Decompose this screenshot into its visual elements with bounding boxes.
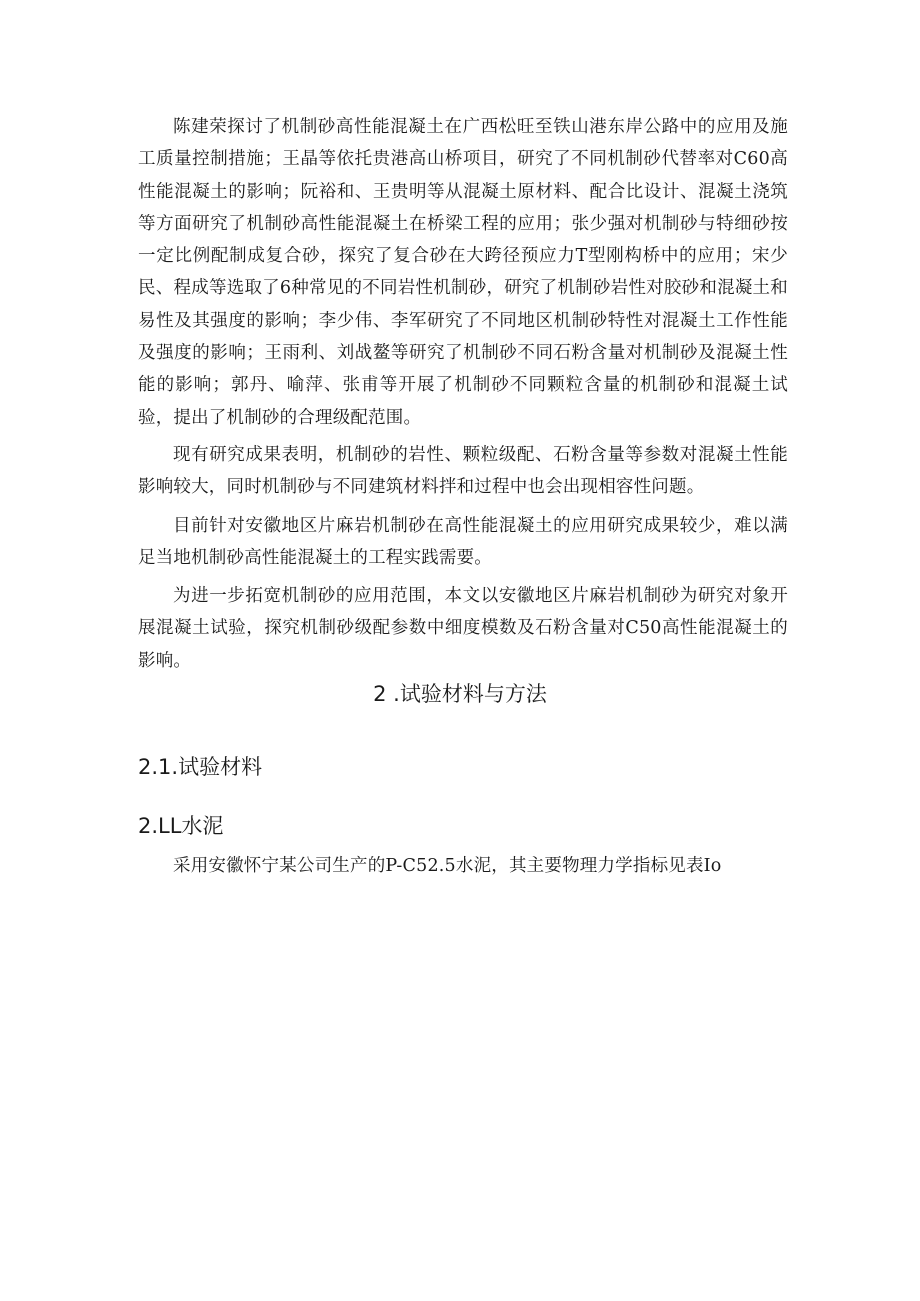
- subsubsection-heading: 2.LL水泥: [138, 814, 224, 838]
- body-text: [138, 111, 788, 677]
- section-heading: 2 .试验材料与方法: [373, 682, 547, 706]
- paragraph-literature-review: 陈建荣探讨了机制砂高性能混凝土在广西松旺至铁山港东岸公路中的应用及施工质量控制措施；王晶等依托贵港高山桥项目，研究了不同机制砂代替率对C60高性能混凝土的影响；阮裕和、王贵明等从混凝土原材料、配合比设计、混凝土浇筑等方面研究了机制砂高性能混凝土在桥梁工程的应用；张少强对机制砂与特细砂按一定比例配制成复合砂，探究了复合砂在大跨径预应力T型刚构桥中的应用；宋少民、程成等选取了6种常见的不同岩性机制砂，研究了机制砂岩性对胶砂和混凝土和易性及其强度的影响；李少伟、李军研究了不同地区机制砂特性对混凝土工作性能及强度的影响；王雨利、刘战鳌等研究了机制砂不同石粉含量对机制砂及混凝土性能的影响；郭丹、喻萍、张甫等开展了机制砂不同颗粒含量的机制砂和混凝土试验，提出了机制砂的合理级配范围。: [138, 117, 788, 428]
- paragraph-cement: 采用安徽怀宁某公司生产的P-C52.5水泥，其主要物理力学指标见表Io: [173, 856, 722, 876]
- paragraph-research-findings: 现有研究成果表明，机制砂的岩性、颗粒级配、石粉含量等参数对混凝土性能影响较大，同时机制砂与不同建筑材料拌和过程中也会出现相容性问题。: [138, 444, 788, 498]
- paragraph-research-gap: 目前针对安徽地区片麻岩机制砂在高性能混凝土的应用研究成果较少，难以满足当地机制砂高性能混凝土的工程实践需要。: [138, 515, 788, 568]
- subsection-heading: 2.1.试验材料: [138, 755, 263, 779]
- cement-section-body: [138, 850, 788, 882]
- paragraph-study-objective: 为进一步拓宽机制砂的应用范围，本文以安徽地区片麻岩机制砂为研究对象开展混凝土试验，探究机制砂级配参数中细度模数及石粉含量对C50高性能混凝土的影响。: [138, 586, 788, 671]
